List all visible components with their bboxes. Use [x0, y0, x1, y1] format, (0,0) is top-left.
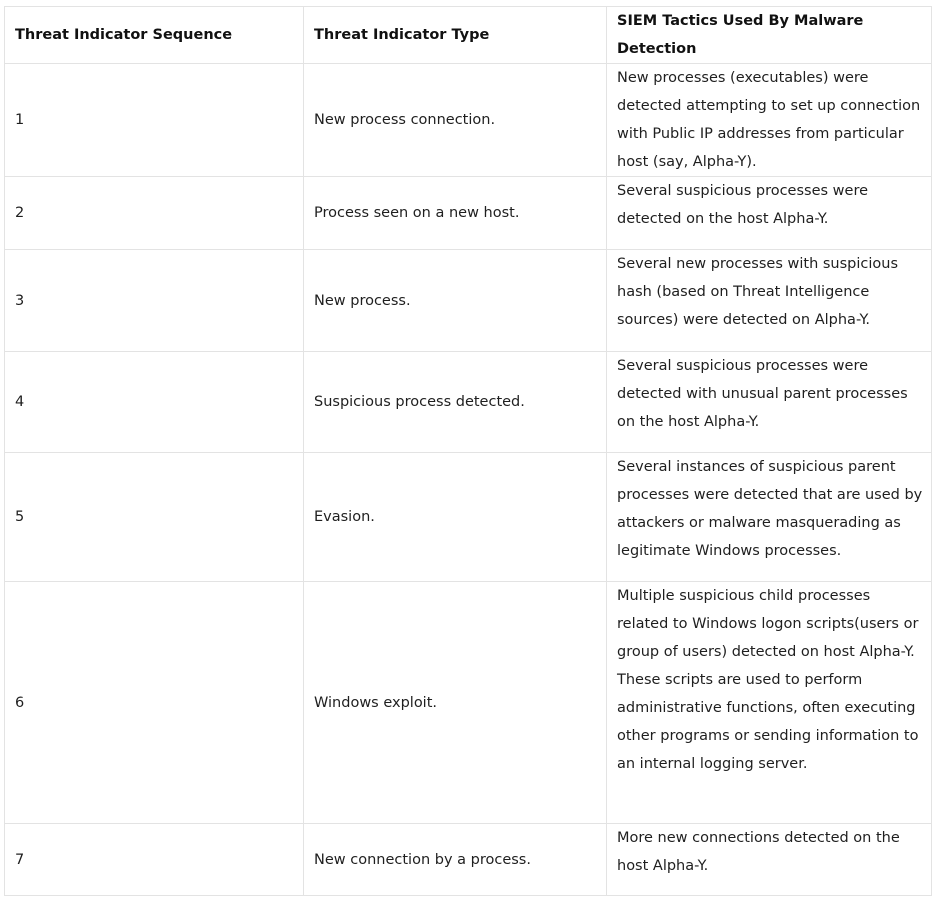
cell-tactics: Several suspicious processes were detected with unusual parent processes on the host Alpha-Y. [607, 352, 932, 453]
cell-tactics: Several suspicious processes were detected on the host Alpha-Y. [607, 177, 932, 250]
table-header-row [5, 7, 932, 64]
threat-indicator-table-container [4, 6, 932, 896]
table-row [5, 453, 932, 582]
cell-tactics: Multiple suspicious child processes related to Windows logon scripts(users or group of users) detected on host Alpha-Y. These scripts are used to perform administrative functions, often executing other programs or sending information to an internal logging server. [607, 582, 932, 824]
table-row [5, 352, 932, 453]
table-row [5, 177, 932, 250]
cell-type: Process seen on a new host. [304, 177, 607, 250]
threat-indicator-table [4, 6, 932, 896]
cell-type: Suspicious process detected. [304, 352, 607, 453]
cell-tactics: Several new processes with suspicious hash (based on Threat Intelligence sources) were detected on Alpha-Y. [607, 250, 932, 352]
cell-type: Windows exploit. [304, 582, 607, 824]
cell-sequence: 2 [5, 177, 304, 250]
header-type: Threat Indicator Type [304, 7, 607, 64]
cell-sequence: 7 [5, 824, 304, 896]
table-row [5, 824, 932, 896]
cell-sequence: 6 [5, 582, 304, 824]
cell-sequence: 1 [5, 64, 304, 177]
cell-sequence: 5 [5, 453, 304, 582]
cell-tactics: More new connections detected on the host Alpha-Y. [607, 824, 932, 896]
table-row [5, 582, 932, 824]
cell-type: New process connection. [304, 64, 607, 177]
header-sequence: Threat Indicator Sequence [5, 7, 304, 64]
table-row [5, 250, 932, 352]
table-row [5, 64, 932, 177]
cell-sequence: 3 [5, 250, 304, 352]
cell-tactics: Several instances of suspicious parent processes were detected that are used by attackers or malware masquerading as legitimate Windows processes. [607, 453, 932, 582]
header-tactics: SIEM Tactics Used By Malware Detection [607, 7, 932, 64]
cell-tactics: New processes (executables) were detected attempting to set up connection with Public IP addresses from particular host (say, Alpha-Y). [607, 64, 932, 177]
cell-type: New process. [304, 250, 607, 352]
cell-sequence: 4 [5, 352, 304, 453]
cell-type: Evasion. [304, 453, 607, 582]
cell-type: New connection by a process. [304, 824, 607, 896]
